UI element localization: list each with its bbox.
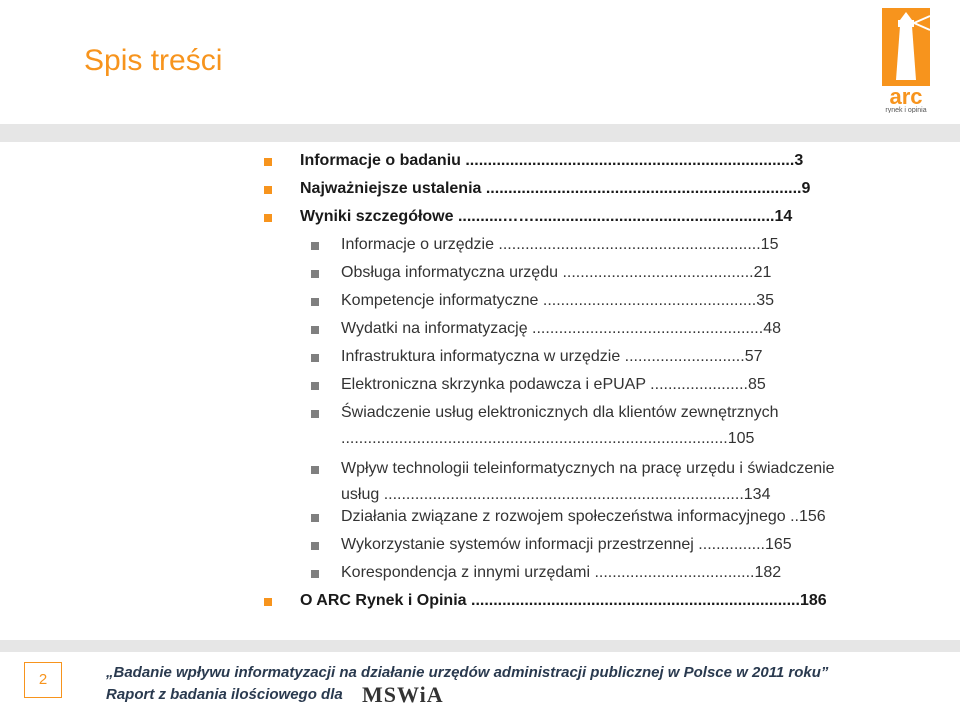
toc-entry[interactable]: Świadczenie usług elektronicznych dla klientów zewnętrznych (341, 404, 779, 421)
toc-bullet (311, 542, 319, 550)
toc-entry[interactable]: Korespondencja z innymi urzędami ....................................182 (341, 564, 782, 581)
toc-entry-continuation[interactable]: .......................................................................................105 (341, 430, 755, 447)
toc-bullet (264, 186, 272, 194)
footer-study-title: „Badanie wpływu informatyzacji na działanie urzędów administracji publicznej w Polsce w 2011 roku” (106, 664, 829, 681)
mswia-logo: MSWiA (362, 682, 444, 707)
toc-entry[interactable]: Elektroniczna skrzynka podawcza i ePUAP ......................85 (341, 376, 766, 393)
toc-entry-continuation[interactable]: usług .................................................................................134 (341, 486, 771, 503)
toc-bullet (311, 242, 319, 250)
footer-report-caption: Raport z badania ilościowego dla (106, 686, 343, 703)
toc-bullet (311, 326, 319, 334)
toc-bullet (311, 382, 319, 390)
toc-entry[interactable]: Wpływ technologii teleinformatycznych na pracę urzędu i świadczenie (341, 460, 835, 477)
toc-entry[interactable]: Obsługa informatyczna urzędu ...........................................21 (341, 264, 772, 281)
toc-entry[interactable]: Działania związane z rozwojem społeczeństwa informacyjnego ..156 (341, 508, 826, 525)
toc-bullet (264, 214, 272, 222)
toc-entry[interactable]: Wydatki na informatyzację ....................................................48 (341, 320, 781, 337)
toc-entry[interactable]: O ARC Rynek i Opinia ..........................................................................186 (300, 592, 827, 609)
footer-divider-bar (0, 640, 960, 652)
toc-bullet (311, 514, 319, 522)
toc-entry[interactable]: Wyniki szczegółowe ..........……......................................................14 (300, 208, 793, 225)
page-title: Spis treści (84, 44, 223, 77)
page-number: 2 (38, 671, 48, 688)
header-divider-bar (0, 124, 960, 142)
toc-bullet (311, 410, 319, 418)
toc-bullet (311, 298, 319, 306)
lighthouse-icon (882, 8, 930, 86)
toc-entry[interactable]: Informacje o badaniu ..........................................................................3 (300, 152, 804, 169)
logo-tagline: rynek i opinia (885, 107, 927, 113)
toc-entry[interactable]: Informacje o urzędzie ...........................................................15 (341, 236, 779, 253)
toc-entry[interactable]: Infrastruktura informatyczna w urzędzie ...........................57 (341, 348, 763, 365)
toc-bullet (311, 270, 319, 278)
logo-name: arc (889, 84, 923, 109)
toc-entry[interactable]: Najważniejsze ustalenia .......................................................................9 (300, 180, 811, 197)
toc-bullet (311, 354, 319, 362)
toc-bullet (311, 466, 319, 474)
toc-entry[interactable]: Kompetencje informatyczne ................................................35 (341, 292, 775, 309)
page-number-box (24, 662, 62, 698)
toc-bullet (264, 598, 272, 606)
arc-logo (860, 8, 952, 113)
toc-bullet (311, 570, 319, 578)
toc-entry[interactable]: Wykorzystanie systemów informacji przestrzennej ...............165 (341, 536, 792, 553)
toc-bullet (264, 158, 272, 166)
